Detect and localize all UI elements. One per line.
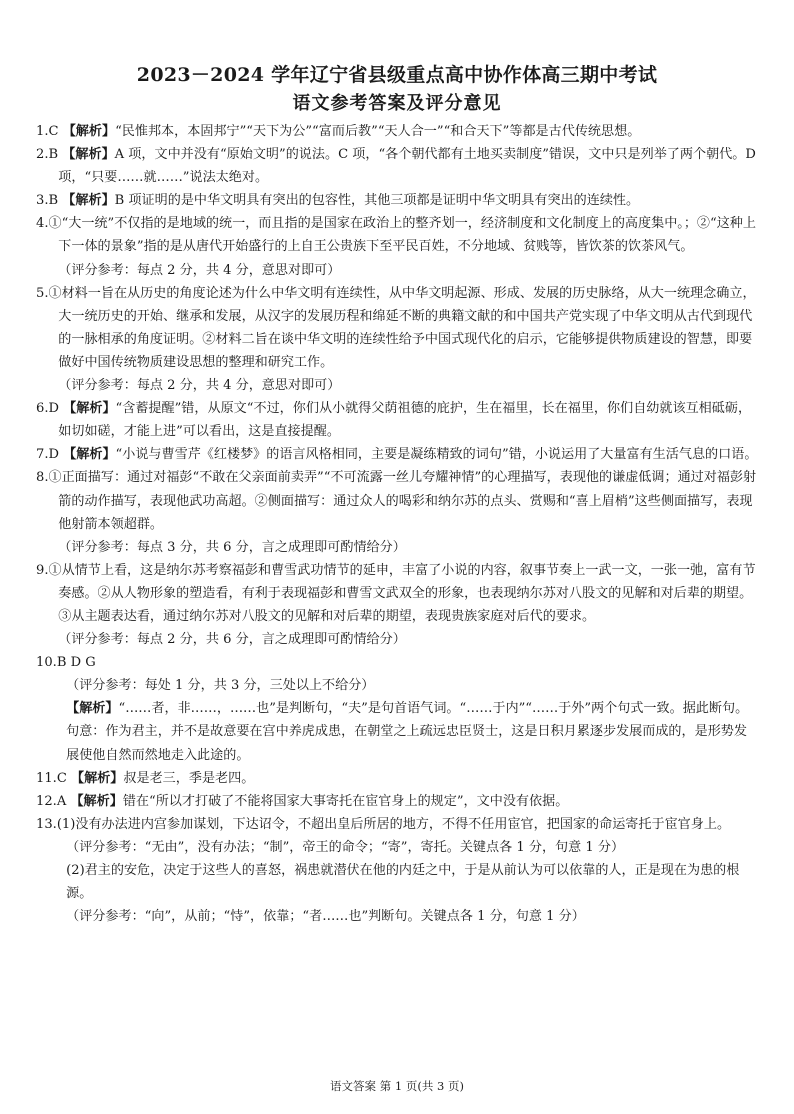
scoring-note-10: （评分参考：每处 1 分，共 3 分，三处以上不给分） [66,678,375,694]
page-subtitle: 语文参考答案及评分意见 [292,93,502,114]
answer-4: 4.①“大一统”不仅指的是地域的统一，而且指的是国家在政治上的整齐划一，经济制度和文化制度上的高度集中。；②“这种上下一体的景象”指的是从唐代开始盛行的上自王公贵族下至平民百姓，不分地域、贫贱等，皆饮茶的饮茶风气。 [36,216,756,255]
answer-13-part-1: 13.(1)没有办法进内宫参加谋划，下达诏令，不超出皇后所居的地方，不得不任用宦官，把国家的命运寄托于宦官身上。 [36,816,731,832]
answer-10: 10.B D G [36,655,96,671]
scoring-note-5: （评分参考：每点 2 分，共 4 分，意思对即可） [58,378,341,394]
page-footer: 语文答案 第 1 页(共 3 页) [330,1079,464,1093]
answer-2: 2.B 【解析】A 项，文中并没有“原始文明”的说法。C 项，“各个朝代都有土地买卖制度”错误，文中只是列举了两个朝代。D 项，“只要……就……”说法太绝对。 [36,147,756,186]
answer-3: 3.B 【解析】B 项证明的是中华文明具有突出的包容性，其他三项都是证明中华文明具有突出的连续性。 [36,193,640,209]
answer-1: 1.C 【解析】“民惟邦本，本固邦宁”“天下为公”“富而后教”“天人合一”“和合天下”等都是古代传统思想。 [36,124,641,139]
scoring-note-8: （评分参考：每点 3 分，共 6 分，言之成理即可酌情给分） [58,539,406,555]
answer-8: 8.①正面描写：通过对福彭“不敢在父亲面前卖弄”“不可流露一丝儿夸耀神情”的心理描写，表现他的谦虚低调；通过对福彭射箭的动作描写，表现他武功高超。②侧面描写：通过众人的喝彩和纳尔苏的点头、赏赐和“喜上眉梢”这些侧面描写，表现他射箭本领超群。 [36,470,757,532]
answer-content [36,120,760,928]
scoring-note-13-2: （评分参考：“向”，从前；“恃”，依靠；“者……也”判断句。关键点各 1 分，句意 1 分） [66,909,585,925]
answer-13-part-2: (2)君主的安危，决定于这些人的喜怒，祸患就潜伏在他的内廷之中，于是从前认为可以依靠的人，正是现在为患的根源。 [66,863,740,902]
answer-12: 12.A 【解析】错在“所以才打破了不能将国家大事寄托在宦官身上的规定”，文中没有依据。 [36,793,569,809]
answer-6: 6.D 【解析】“含蓄提醒”错，从原文“不过，你们从小就得父荫祖德的庇护，生在福里，长在福里，你们自幼就该互相砥砺，如切如磋，才能上进”可以看出，这是直接提醒。 [36,401,752,440]
answer-9: 9.①从情节上看，这是纳尔苏考察福彭和曹雪武功情节的延申，丰富了小说的内容，叙事节奏上一武一文，一张一弛，富有节奏感。②从人物形象的塑造看，有利于表现福彭和曹雪文武双全的形象，也表现纳尔苏对八股文的见解和对后辈的期望。③从主题表达看，通过纳尔苏对八股文的见解和对后辈的期望，表现贵族家庭对后代的要求。 [36,562,756,624]
answer-5: 5.①材料一旨在从历史的角度论述为什么中华文明有连续性，从中华文明起源、形成、发展的历史脉络，从大一统理念确立，大一统历史的开始、继承和发展，从汉字的发展历程和绵延不断的典籍文献的和中国共产党实现了中华文明从古代到现代的一脉相承的角度证明。②材料二旨在谈中华文明的连续性给予中国式现代化的启示，它能够提供物质建设的智慧，即要做好中国传统物质建设思想的整理和研究工作。 [36,285,756,370]
scoring-note-9: （评分参考：每点 2 分，共 6 分，言之成理即可酌情给分） [58,632,406,648]
answer-11: 11.C 【解析】叔是老三，季是老四。 [36,770,255,786]
analysis-10: 【解析】“……者，非……，……也”是判断句，“夫”是句首语气词。“……于内”“……于外”两个句式一致。据此断句。句意：作为君主，并不是故意要在宫中养虎成患，在朝堂之上疏远忠臣贤士，这是日积月累逐步发展而成的，是形势发展使他自然而然地走入此途的。 [66,701,749,763]
page-title: 2023－2024 学年辽宁省县级重点高中协作体高三期中考试 [136,64,658,86]
scoring-note-4: （评分参考：每点 2 分，共 4 分，意思对即可） [58,262,341,278]
scoring-note-13-1: （评分参考：“无由”，没有办法；“制”，帝王的命令；“寄”，寄托。关键点各 1 分，句意 1 分） [66,839,625,855]
answer-7: 7.D 【解析】“小说与曹雪芹《红楼梦》的语言风格相同，主要是凝练精致的词句”错，小说运用了大量富有生活气息的口语。 [36,447,758,463]
